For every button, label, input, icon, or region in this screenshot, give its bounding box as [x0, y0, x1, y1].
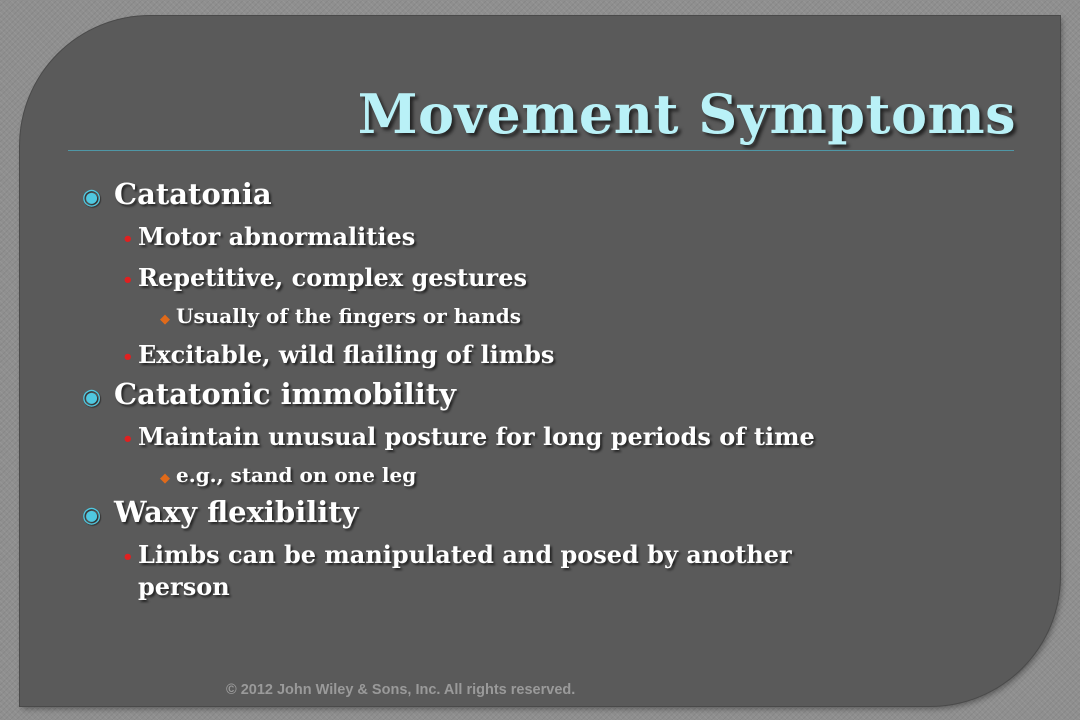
sub-sub-bullet-fingers [160, 303, 882, 333]
bullet-text: Repetitive, complex gestures [138, 263, 527, 292]
bullet-text: Limbs can be manipulated and posed by another person [138, 540, 792, 601]
sub-bullet-repetitive [122, 262, 882, 297]
copyright-footer: © 2012 John Wiley & Sons, Inc. All rights reserved. [226, 682, 576, 698]
sub-bullet-posture [122, 421, 882, 456]
bullet-text: Motor abnormalities [138, 222, 416, 251]
bullet-text: Maintain unusual posture for long periods of time [138, 422, 815, 451]
title-divider [68, 150, 1014, 151]
sub-bullet-excitable [122, 339, 882, 374]
bullet-text: e.g., stand on one leg [176, 463, 417, 487]
sub-sub-bullet-one-leg [160, 462, 882, 492]
small-diamond-bullet-icon: ◆ [160, 471, 170, 486]
bullet-catatonic-immobility [82, 376, 882, 415]
circled-dot-bullet-icon: ◉ [82, 184, 102, 210]
circled-dot-bullet-icon: ◉ [82, 384, 102, 410]
small-diamond-bullet-icon: ◆ [160, 312, 170, 327]
slide-panel [20, 16, 1060, 706]
sub-bullet-motor [122, 221, 882, 256]
round-bullet-icon: • [122, 347, 134, 368]
bullet-text: Catatonia [114, 177, 272, 211]
bullet-text: Catatonic immobility [114, 377, 456, 411]
bullet-text: Usually of the fingers or hands [176, 304, 522, 328]
sub-bullet-limbs [122, 539, 882, 603]
bullet-text: Excitable, wild flailing of limbs [138, 340, 555, 369]
round-bullet-icon: • [122, 429, 134, 450]
round-bullet-icon: • [122, 229, 134, 250]
bullet-catatonia [82, 176, 882, 215]
bullet-waxy-flexibility [82, 494, 882, 533]
slide-title: Movement Symptoms [357, 82, 1016, 146]
bullet-text: Waxy flexibility [114, 495, 359, 529]
circled-dot-bullet-icon: ◉ [82, 502, 102, 528]
round-bullet-icon: • [122, 547, 134, 568]
round-bullet-icon: • [122, 270, 134, 291]
bullet-list [82, 174, 882, 603]
